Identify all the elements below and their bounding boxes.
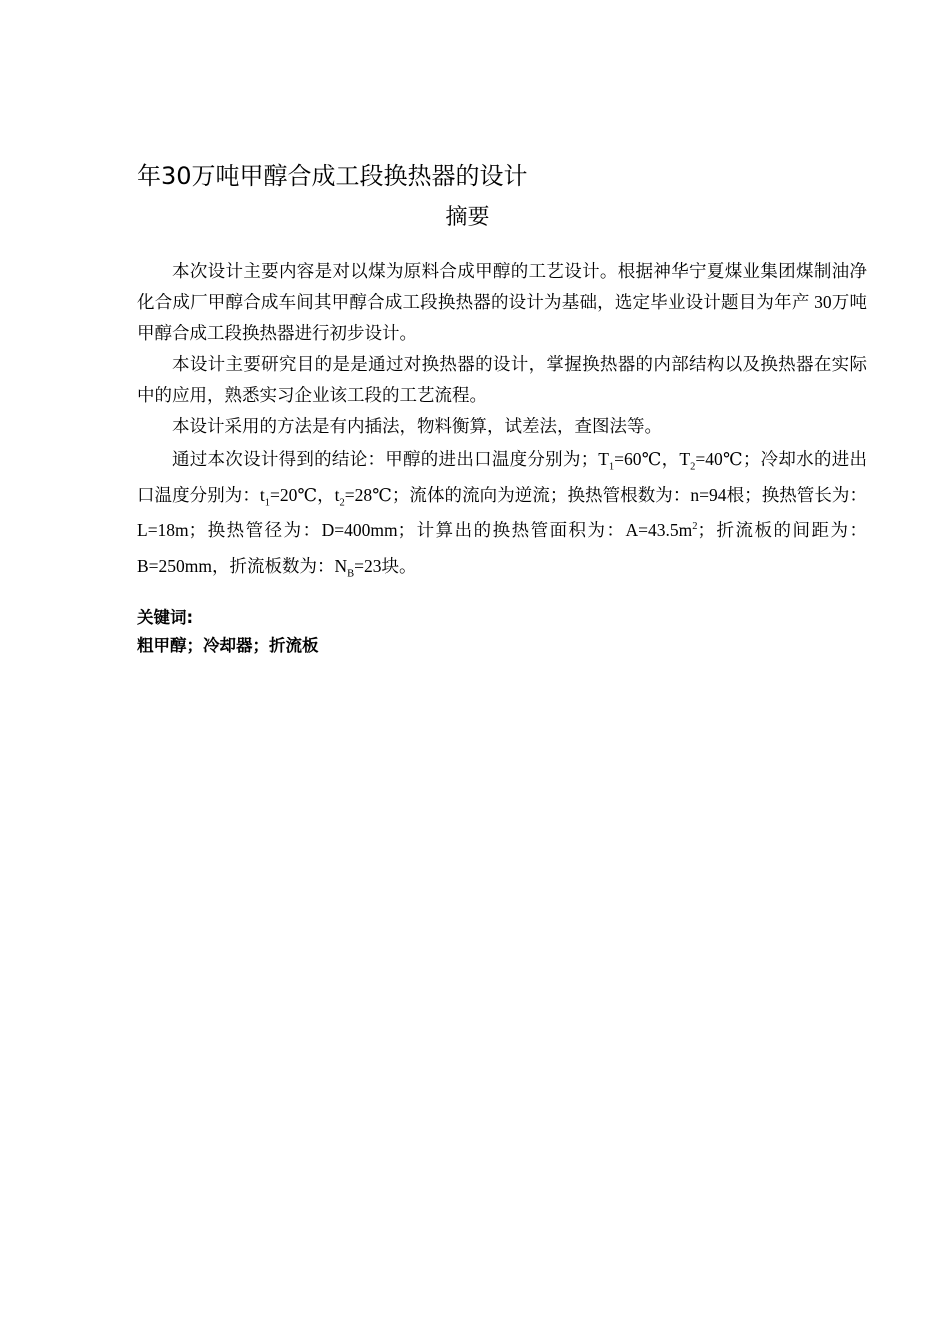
document-title: 年30万吨甲醇合成工段换热器的设计 xyxy=(137,162,528,190)
conclusion-text: =20℃，t xyxy=(270,484,340,505)
abstract-paragraph-content: 本次设计主要内容是对以煤为原料合成甲醇的工艺设计。根据神华宁夏煤业集团煤制油净化合成厂甲醇合成车间其甲醇合成工段换热器的设计为基础，选定毕业设计题目为年产 30万吨甲醇合成工段换热器进行初步设计。 xyxy=(137,261,867,343)
abstract-paragraph-purpose: 本设计主要研究目的是是通过对换热器的设计，掌握换热器的内部结构以及换热器在实际中的应用，熟悉实习企业该工段的工艺流程。 xyxy=(137,354,867,405)
abstract-heading: 摘要 xyxy=(445,205,490,230)
subscript: 2 xyxy=(690,461,696,473)
conclusion-text: ；折流板的间距为：B=250mm，折流板数为：N xyxy=(137,520,868,576)
conclusion-text: =28℃；流体的流向为逆流；换热管根数为：n=94根；换热管长为：L=18m；换热管径为：D=400mm；计算出的换热管面积为：A=43.5m xyxy=(137,484,867,540)
abstract-paragraph-conclusion xyxy=(137,442,867,584)
abstract-body xyxy=(137,256,867,584)
keywords-list: 粗甲醇；冷却器；折流板 xyxy=(137,636,319,655)
keywords-label: 关键词: xyxy=(137,608,194,627)
conclusion-text: =40℃；冷却水的进出口温度分别为：t xyxy=(137,449,867,505)
subscript: 1 xyxy=(264,497,271,508)
abstract-paragraph-method: 本设计采用的方法是有内插法，物料衡算，试差法，查图法等。 xyxy=(172,416,662,436)
subscript: B xyxy=(347,568,355,579)
keywords-section xyxy=(137,604,319,660)
conclusion-text: =23块。 xyxy=(354,555,417,576)
conclusion-text: 通过本次设计得到的结论：甲醇的进出口温度分别为；T xyxy=(172,449,609,469)
conclusion-text: =60℃，T xyxy=(614,449,691,469)
superscript: 2 xyxy=(692,521,698,533)
subscript: 1 xyxy=(608,461,615,473)
subscript: 2 xyxy=(339,497,345,508)
